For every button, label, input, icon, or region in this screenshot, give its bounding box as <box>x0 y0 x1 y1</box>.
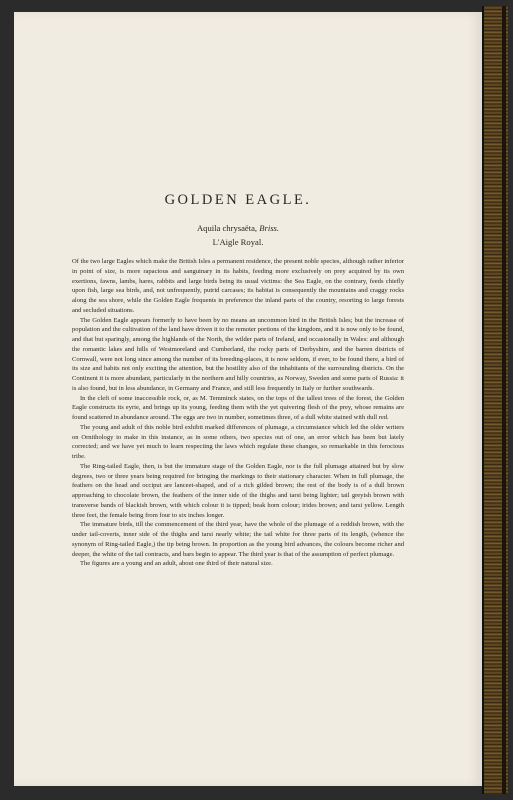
paragraph-1: Of the two large Eagles which make the British Isles a permanent residence, the present noble species, although rather inferior in point of size, is more rapacious and sanguinary in its habits, feeding more exclusively on prey acquired by its own exertions, fawns, lambs, hares, rabbits and large birds being its usual victims: the Sea Eagle, on the contrary, feeds chiefly upon fish, large sea birds, and, not unfrequently, putrid carcases; its habitat is consequently the mountains and craggy rocks along the sea shore, while the Golden Eagle frequents in preference the inland parts of the country, resorting to large forests and secluded situations. <box>72 258 404 314</box>
paragraph-2: The Golden Eagle appears formerly to have been by no means an uncommon bird in the British Isles; but the increase of population and the cultivation of the land have driven it to the remoter portions of the kingdom, and it is now only to be found, and that but sparingly, among the highlands of the North, the wilder parts of Ireland, and occasionally in Wales: and although the romantic lakes and hills of Westmoreland and Cumberland, the rocky parts of Derbyshire, and the barren districts of Cornwall, were not long since among the number of its breeding-places, it is now seldom, if ever, to be found there, a bird of its size and habits not only exciting the attention, but the hostility also of the inhabitants of the surrounding districts. On the Continent it is more abundant, particularly in the northern and hilly countries, as Norway, Sweden and some parts of Russia: it is also found, but in less abundance, in Germany and France, and still less frequently in Italy or further southwards. <box>72 316 405 392</box>
paragraph-4: The young and adult of this noble bird exhibit marked differences of plumage, a circumstance which led the older writers on Ornithology to make in this instance, as in some others, two species out of one, an error which has been but lately corrected; and we have yet much to learn respecting the laws which regulate these changes, so remarkable in this ferocious tribe. <box>72 423 404 460</box>
paragraph-5: The Ring-tailed Eagle, then, is but the immature stage of the Golden Eagle, nor is the full plumage attained but by slow degrees, two or three years being required for bringing the markings to their stationary character. When in full plumage, the feathers on the head and occiput are lanceet-shaped, and of a rich gilded brown; the rest of the body is of a dull brown approaching to chocolate brown, the feathers of the inner side of the thighs and tarsi being lighter; tail greyish brown with transverse bands of blackish brown, with which colour it is tipped; beak horn colour; irides brown; and tarsi yellow. Length three feet, the female being from four to six inches longer. <box>72 462 404 519</box>
book-page <box>14 12 482 786</box>
paragraph-7: The figures are a young and an adult, about one third of their natural size. <box>80 560 273 568</box>
book-spine-edge <box>482 6 508 794</box>
scientific-name-line <box>72 223 404 233</box>
text-block <box>72 192 404 569</box>
scientific-author: Briss. <box>259 223 280 233</box>
paragraph-3: In the cleft of some inaccessible rock, or, as M. Temminck states, on the tops of the tallest trees of the forest, the Golden Eagle constructs its eyrie, and brings up its young, feeding them with the yet quivering flesh of the prey, whose remains are found scattered in abundance around. The eggs are two in number, sometimes three, of a dull white stained with dull red. <box>72 394 404 421</box>
paragraph-6: The immature birds, till the commencement of the third year, have the whole of the plumage of a reddish brown, with the under tail-coverts, inner side of the thighs and tarsi nearly white; the tail white for three parts of its length, (whence the synonym of Ring-tailed Eagle,) the tip being brown. In proportion as the young bird advances, the colours become richer and deeper, the white of the tail contracts, and bars begin to appear. The third year is that of the assumption of perfect plumage. <box>72 521 404 558</box>
page-title: GOLDEN EAGLE. <box>164 192 312 208</box>
french-name: L'Aigle Royal. <box>212 237 264 247</box>
scientific-name: Aquila chrysaëta, <box>196 223 258 233</box>
